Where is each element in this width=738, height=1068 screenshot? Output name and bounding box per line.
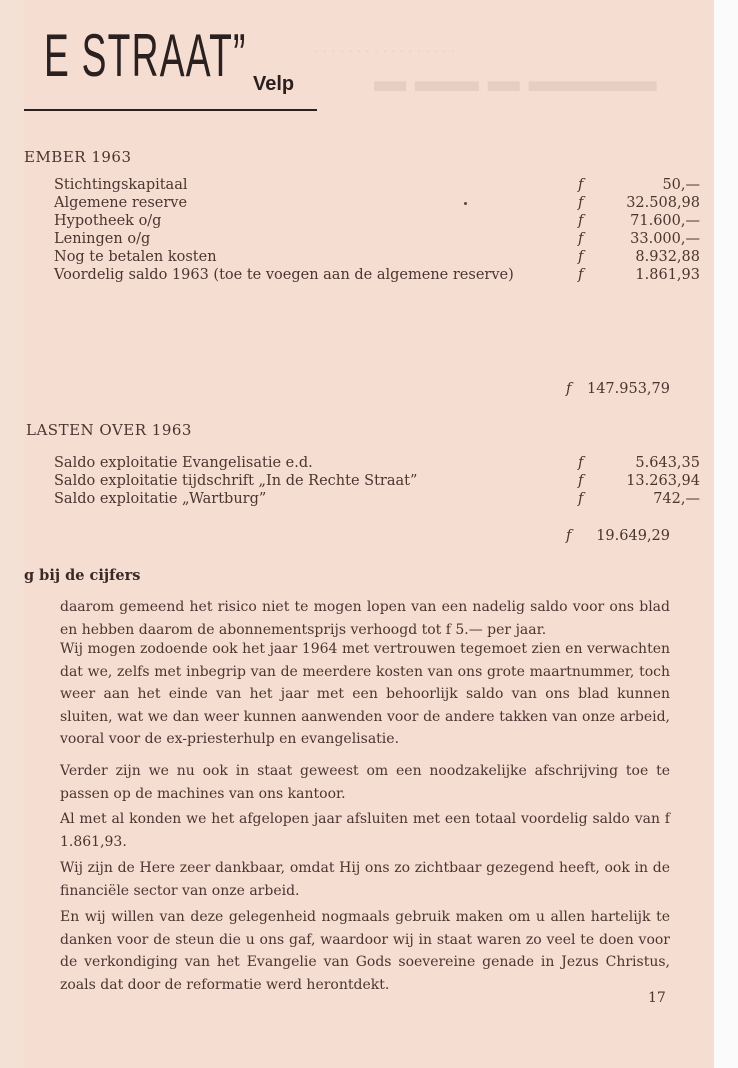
guilder-symbol: f xyxy=(566,381,572,397)
lasten-row-label: Saldo exploitatie tijdschrift „In de Rechte Straat” xyxy=(54,473,418,489)
balance-row-label: Leningen o/g xyxy=(54,231,151,247)
notes-paragraph: Wij zijn de Here zeer dankbaar, omdat Hij ons zo zichtbaar gezegend heeft, ook in de financiële sector van onze arbeid. xyxy=(60,860,670,899)
balance-row-label: Hypotheek o/g xyxy=(54,213,162,229)
guilder-symbol: f xyxy=(566,528,572,544)
balance-row-label: Stichtingskapitaal xyxy=(54,177,188,193)
document-page xyxy=(24,0,714,1068)
notes-heading: g bij de cijfers xyxy=(24,567,141,584)
balance-total-amount: 147.953,79 xyxy=(586,381,670,397)
balance-row-amount: 50,— xyxy=(662,177,700,193)
lasten-total xyxy=(566,527,670,545)
lasten-row-amount: 13.263,94 xyxy=(626,473,700,489)
guilder-symbol: f xyxy=(578,455,584,471)
balance-row xyxy=(54,266,700,284)
guilder-symbol: f xyxy=(578,267,584,283)
guilder-symbol: f xyxy=(578,177,584,193)
balance-row-amount: 8.932,88 xyxy=(635,249,700,265)
lasten-row xyxy=(54,472,700,490)
guilder-symbol: f xyxy=(578,231,584,247)
scan-margin xyxy=(714,0,738,1068)
balance-row xyxy=(54,248,700,266)
balance-total xyxy=(566,380,670,398)
header-rule xyxy=(24,109,317,111)
lasten-heading: LASTEN OVER 1963 xyxy=(26,421,192,439)
balance-row-label: Voordelig saldo 1963 (toe te voegen aan de algemene reserve) xyxy=(54,267,514,283)
lasten-row xyxy=(54,490,700,508)
balance-row-amount: 32.508,98 xyxy=(626,195,700,211)
guilder-symbol: f xyxy=(578,473,584,489)
balance-row xyxy=(54,230,700,248)
balance-heading: EMBER 1963 xyxy=(24,148,132,166)
ink-dot xyxy=(464,202,467,205)
notes-paragraph: Al met al konden we het afgelopen jaar afsluiten met een totaal voordelig saldo van f 1.861,93. xyxy=(60,811,670,850)
balance-row-amount: 71.600,— xyxy=(630,213,700,229)
guilder-symbol: f xyxy=(578,491,584,507)
balance-row-amount: 33.000,— xyxy=(630,231,700,247)
notes-paragraph: En wij willen van deze gelegenheid nogmaals gebruik maken om u allen hartelijk te danken voor de steun die u ons gaf, waardoor wij in staat waren zo veel te doen voor de verkondiging van het Evangelie van Gods soevereine genade in Jezus Christus, zoals dat door de reformatie werd herontdekt. xyxy=(60,909,670,993)
page-number: 17 xyxy=(648,990,666,1006)
balance-row xyxy=(54,194,700,212)
balance-row-label: Algemene reserve xyxy=(54,195,188,211)
header-title: E STRAAT” xyxy=(44,22,247,89)
guilder-symbol: f xyxy=(578,249,584,265)
balance-row-amount: 1.861,93 xyxy=(635,267,700,283)
balance-row xyxy=(54,176,700,194)
lasten-row xyxy=(54,454,700,472)
show-through-text: · · · · · · · · · · · · · · · · · xyxy=(314,42,456,58)
balance-row-label: Nog te betalen kosten xyxy=(54,249,217,265)
lasten-row-amount: 5.643,35 xyxy=(635,455,700,471)
header-city: Velp xyxy=(253,73,295,95)
balance-row xyxy=(54,212,700,230)
lasten-row-label: Saldo exploitatie „Wartburg” xyxy=(54,491,267,507)
notes-paragraph: Wij mogen zodoende ook het jaar 1964 met vertrouwen tegemoet zien en verwachten dat we, zelfs met inbegrip van de meerdere kosten van ons grote maartnummer, toch weer aan het einde van het jaar met een behoorlijk saldo van ons blad kunnen sluiten, wat we dan weer kunnen aanwenden voor de andere takken van onze arbeid, vooral voor de ex-priesterhulp en evangelisatie. xyxy=(60,641,670,747)
lasten-total-amount: 19.649,29 xyxy=(596,528,670,544)
guilder-symbol: f xyxy=(578,195,584,211)
guilder-symbol: f xyxy=(578,213,584,229)
lasten-row-label: Saldo exploitatie Evangelisatie e.d. xyxy=(54,455,313,471)
notes-paragraph: daarom gemeend het risico niet te mogen lopen van een nadelig saldo voor ons blad en hebben daarom de abonnementsprijs verhoogd tot f 5.— per jaar. xyxy=(60,599,670,638)
show-through-text: ▬ ▬▬ ▬ ▬▬▬▬ xyxy=(374,62,657,98)
notes-paragraph: Verder zijn we nu ook in staat geweest om een noodzakelijke afschrijving toe te passen op de machines van ons kantoor. xyxy=(60,763,670,802)
lasten-row-amount: 742,— xyxy=(653,491,700,507)
